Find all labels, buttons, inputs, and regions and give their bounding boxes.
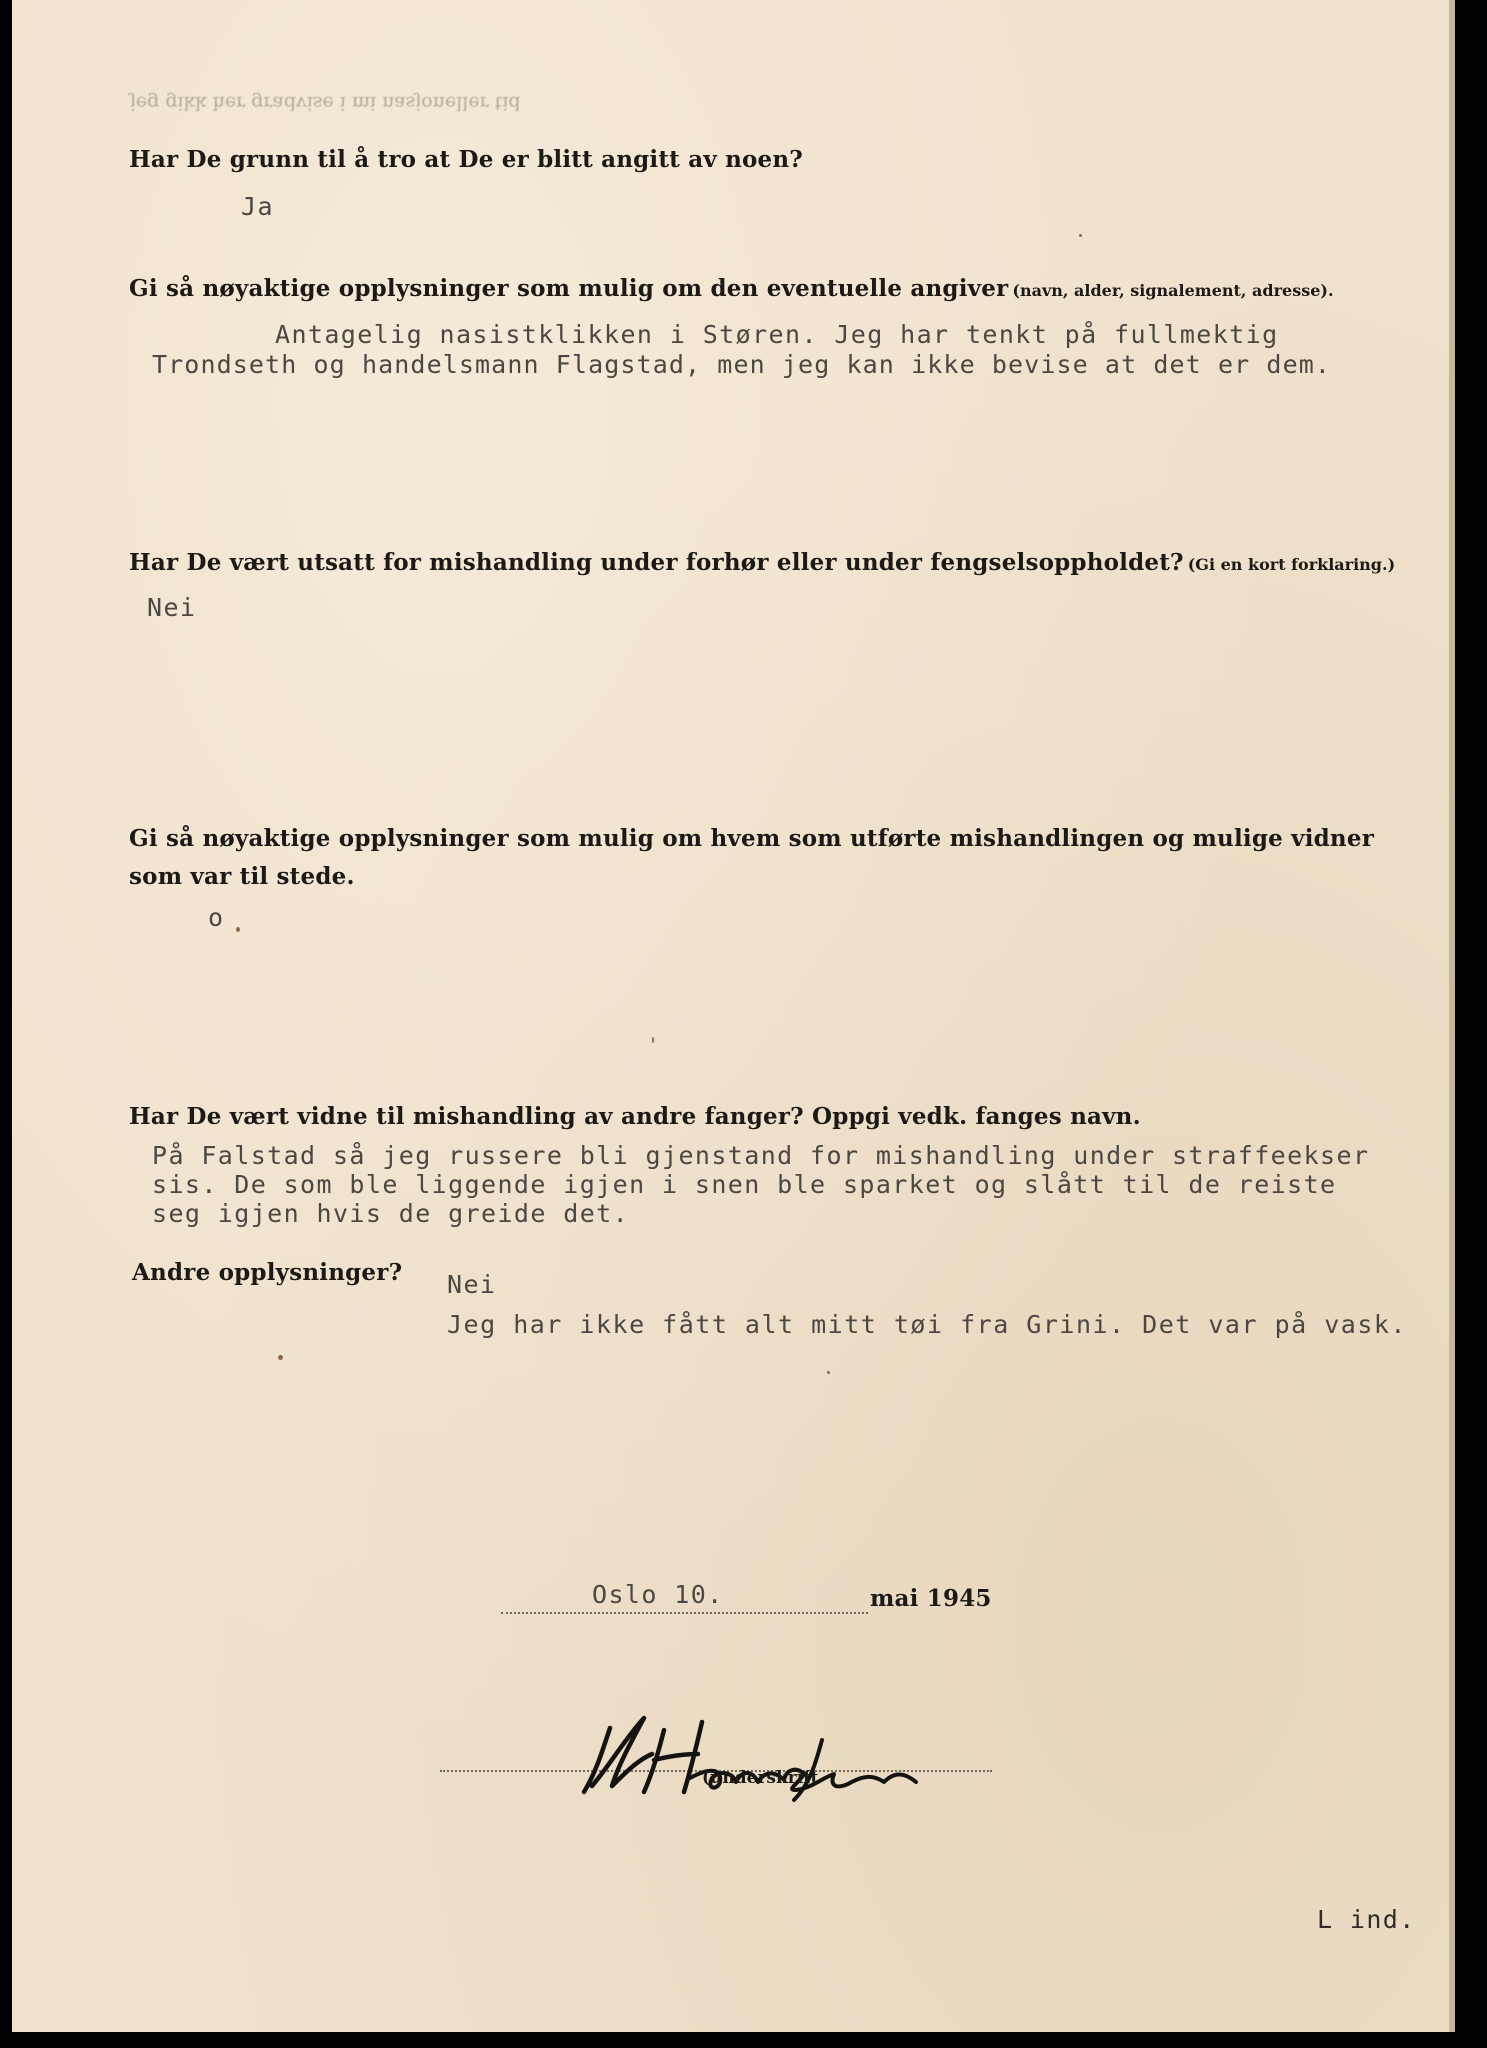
question-angitt: Har De grunn til å tro at De er blitt angitt av noen? <box>129 146 803 173</box>
answer-angiver-line-2: Trondseth og handelsmann Flagstad, men jeg kan ikke bevise at det er dem. <box>152 350 1332 379</box>
question-mishandling-row <box>129 549 1395 576</box>
answer-vidne-line-2: sis. De som ble liggende igjen i snen ble sparket og slått til de reiste <box>152 1170 1337 1199</box>
answer-andre-line-1: Nei <box>447 1270 497 1299</box>
answer-mishandling: Nei <box>147 593 197 622</box>
bleed-through-text: jeg gikk her gradvise i mi nasjoneller tid <box>130 92 521 114</box>
question-angiver-note: (navn, alder, signalement, adresse). <box>1012 281 1334 300</box>
question-angiver-row <box>129 275 1334 302</box>
answer-andre-line-2: Jeg har ikke fått alt mitt tøi fra Grini. Det var på vask. <box>447 1310 1407 1339</box>
paper-fleck <box>278 1355 283 1360</box>
paper-fleck <box>652 1037 654 1043</box>
answer-vidne-line-1: På Falstad så jeg russere bli gjenstand for mishandling under straffeekser <box>152 1141 1370 1170</box>
question-mishandling-note: (Gi en kort forklaring.) <box>1187 555 1396 574</box>
signature-label: (underskrift <box>702 1768 819 1788</box>
question-vidne: Har De vært vidne til mishandling av andre fanger? Oppgi vedk. fanges navn. <box>129 1103 1141 1130</box>
question-utforte-line-1: Gi så nøyaktige opplysninger som mulig om hvem som utførte mishandlingen og mulige vidner <box>129 825 1375 852</box>
question-utforte-line-2: som var til stede. <box>129 863 355 890</box>
answer-angiver-line-1: Antagelig nasistklikken i Støren. Jeg har tenkt på fullmektig <box>275 320 1279 349</box>
paper-fleck <box>827 1371 830 1374</box>
question-angiver: Gi så nøyaktige opplysninger som mulig om den eventuelle angiver <box>129 275 1009 302</box>
question-mishandling: Har De vært utsatt for mishandling under forhør eller under fengselsoppholdet? <box>129 549 1184 576</box>
answer-angitt: Ja <box>241 192 274 221</box>
typist-initials: L ind. <box>1317 1905 1416 1934</box>
paper-fleck <box>1079 234 1082 237</box>
place-date: Oslo 10. <box>592 1580 724 1609</box>
month-year: mai 1945 <box>870 1585 992 1612</box>
document-page <box>12 0 1455 2032</box>
answer-vidne-line-3: seg igjen hvis de greide det. <box>152 1199 630 1228</box>
answer-utforte: o <box>208 903 225 932</box>
place-date-line <box>501 1612 868 1614</box>
question-andre: Andre opplysninger? <box>132 1259 403 1286</box>
paper-fleck <box>236 927 240 932</box>
